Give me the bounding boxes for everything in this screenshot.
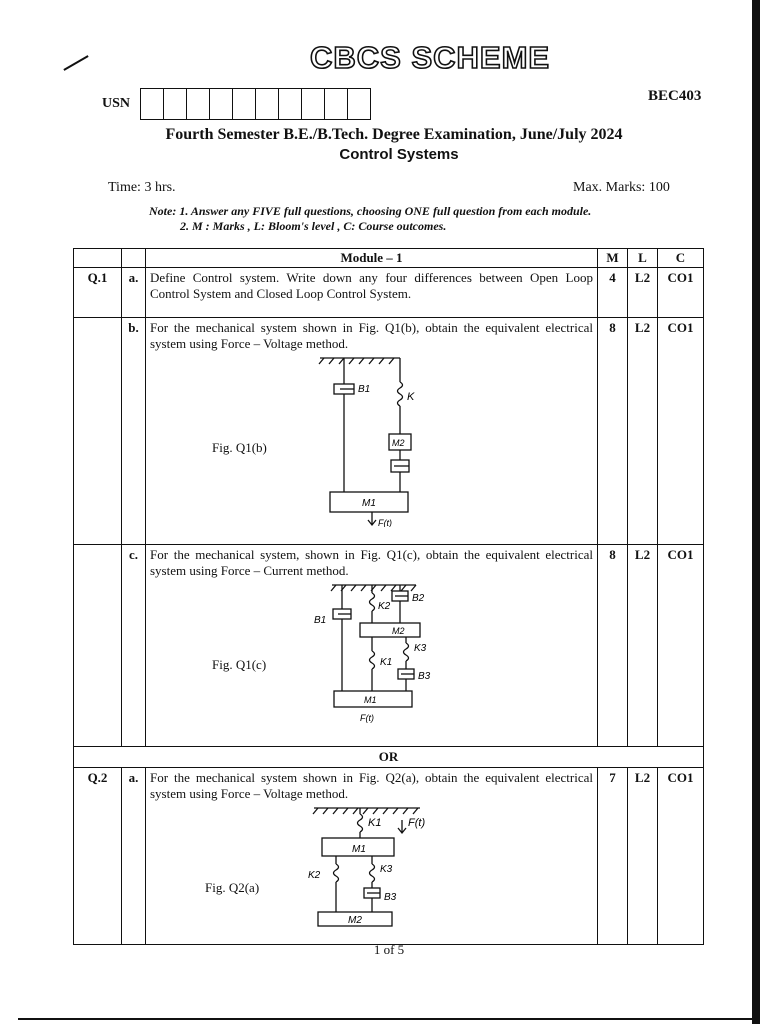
m2-label: M2 xyxy=(392,626,405,636)
figure-q1c xyxy=(150,579,593,744)
force-label: F(t) xyxy=(408,817,426,829)
level-value: L2 xyxy=(628,545,658,747)
question-row xyxy=(74,268,704,318)
b2-label: B2 xyxy=(412,593,425,604)
b3-label: B3 xyxy=(418,671,431,682)
pen-mark xyxy=(63,55,88,71)
usn-box[interactable] xyxy=(256,89,279,119)
k3-label: K3 xyxy=(380,864,393,875)
k1-label: K1 xyxy=(368,817,382,829)
question-row xyxy=(74,768,704,945)
usn-box[interactable] xyxy=(348,89,370,119)
level-value: L2 xyxy=(628,318,658,545)
col-outcome: C xyxy=(658,249,704,268)
usn-box[interactable] xyxy=(325,89,348,119)
instructions-note xyxy=(149,204,591,234)
mechanical-diagram xyxy=(300,802,600,942)
b1-label: B1 xyxy=(314,615,327,626)
marks-value: 8 xyxy=(598,318,628,545)
usn-box[interactable] xyxy=(233,89,256,119)
k2-label: K2 xyxy=(308,870,321,881)
outcome-value: CO1 xyxy=(658,268,704,318)
col-marks: M xyxy=(598,249,628,268)
figure-caption: Fig. Q2(a) xyxy=(205,880,260,895)
course-code: BEC403 xyxy=(648,88,702,104)
question-number: Q.1 xyxy=(74,268,122,318)
marks-value: 7 xyxy=(598,768,628,945)
k-label: K xyxy=(407,391,415,403)
question-row xyxy=(74,545,704,747)
level-value: L2 xyxy=(628,768,658,945)
outcome-value: CO1 xyxy=(658,768,704,945)
module-header: Module – 1 xyxy=(146,249,598,268)
scan-bottom-line xyxy=(18,1018,758,1020)
question-table xyxy=(73,248,704,945)
outcome-value: CO1 xyxy=(658,318,704,545)
m1-label: M1 xyxy=(352,844,366,855)
table-header-row xyxy=(74,249,704,268)
question-row xyxy=(74,318,704,545)
m2-label: M2 xyxy=(392,438,405,448)
subject-title: Control Systems xyxy=(339,146,459,163)
sub-label: a. xyxy=(122,768,146,945)
usn-box[interactable] xyxy=(210,89,233,119)
force-label: F(t) xyxy=(378,518,392,527)
m1-label: M1 xyxy=(362,498,376,509)
k2-label: K2 xyxy=(378,601,391,612)
mechanical-diagram xyxy=(300,352,600,527)
force-label: F(t) xyxy=(360,713,374,723)
m1-label: M1 xyxy=(364,695,377,705)
usn-label: USN xyxy=(102,96,131,111)
usn-box[interactable] xyxy=(141,89,164,119)
usn-boxes xyxy=(140,88,371,120)
m2-label: M2 xyxy=(348,915,362,926)
k1-label: K1 xyxy=(380,657,393,668)
page-number: 1 of 5 xyxy=(373,942,405,957)
question-number: Q.2 xyxy=(74,768,122,945)
exam-time: Time: 3 hrs. xyxy=(108,180,176,195)
level-value: L2 xyxy=(628,268,658,318)
usn-box[interactable] xyxy=(279,89,302,119)
figure-q1b xyxy=(150,352,593,527)
max-marks: Max. Marks: 100 xyxy=(573,180,670,195)
usn-box[interactable] xyxy=(187,89,210,119)
question-text: For the mechanical system shown in Fig. Q2(a), obtain the equivalent electrical system using Force – Voltage method. xyxy=(150,770,593,801)
question-text: For the mechanical system, shown in Fig. Q1(c), obtain the equivalent electrical system using Force – Current method. xyxy=(150,547,593,578)
mechanical-diagram xyxy=(300,579,600,739)
note-line: Note: 1. Answer any FIVE full questions, choosing ONE full question from each module. xyxy=(149,204,592,218)
or-divider: OR xyxy=(74,747,704,768)
b1-label: B1 xyxy=(358,384,371,395)
figure-caption: Fig. Q1(c) xyxy=(212,657,267,672)
sub-label: a. xyxy=(122,268,146,318)
usn-box[interactable] xyxy=(164,89,187,119)
k3-label: K3 xyxy=(414,643,427,654)
note-line: 2. M : Marks , L: Bloom's level , C: Course outcomes. xyxy=(180,219,447,233)
scheme-stamp: CBCS SCHEME xyxy=(310,40,551,75)
col-level: L xyxy=(628,249,658,268)
b3-label: B3 xyxy=(384,892,397,903)
or-row xyxy=(74,747,704,768)
exam-title: Fourth Semester B.E./B.Tech. Degree Examination, June/July 2024 xyxy=(165,126,623,143)
figure-caption: Fig. Q1(b) xyxy=(212,440,267,455)
marks-value: 8 xyxy=(598,545,628,747)
question-text: For the mechanical system shown in Fig. Q1(b), obtain the equivalent electrical system using Force – Voltage method. xyxy=(150,320,593,351)
usn-box[interactable] xyxy=(302,89,325,119)
figure-q2a xyxy=(150,802,593,942)
question-text: Define Control system. Write down any four differences between Open Loop Control System and Closed Loop Control System. xyxy=(146,268,598,318)
marks-value: 4 xyxy=(598,268,628,318)
sub-label: b. xyxy=(122,318,146,545)
sub-label: c. xyxy=(122,545,146,747)
outcome-value: CO1 xyxy=(658,545,704,747)
